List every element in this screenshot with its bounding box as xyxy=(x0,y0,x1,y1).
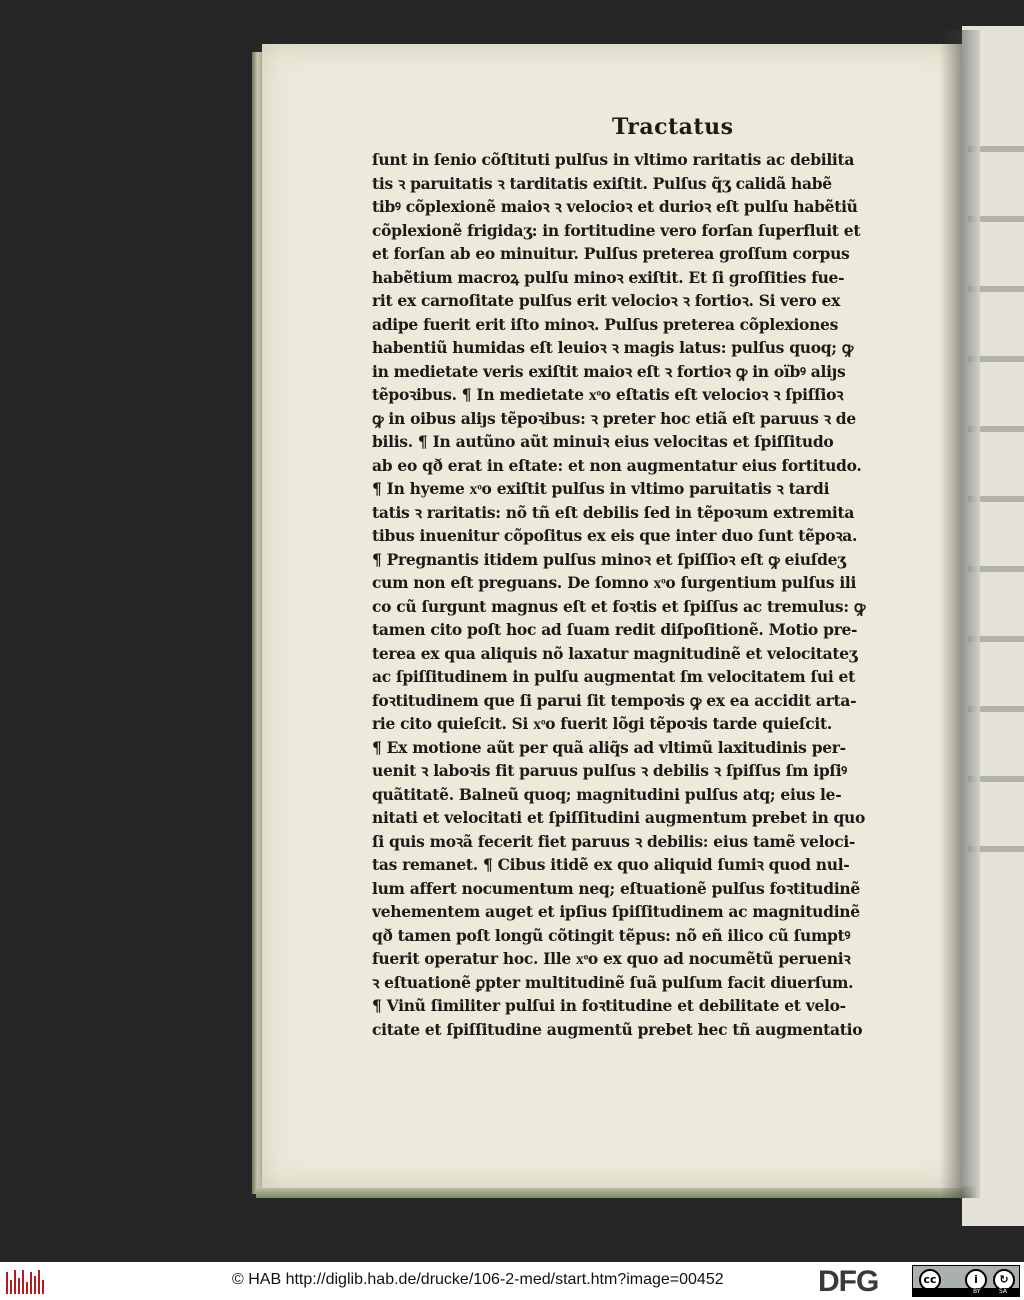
text-line: ¶ In hyeme xͦo exiſtit pulſus in vltimo paruitatis ꝛ tardi xyxy=(372,479,830,498)
dfg-logo: DFG xyxy=(818,1265,879,1298)
viewer-footer xyxy=(0,1262,1024,1300)
text-line: tibus inuenitur cõpoſitus ex eis que inter duo ſunt tẽpoꝛa. xyxy=(372,526,858,545)
text-line: lum affert nocumentum neq; eſtuationẽ pulſus foꝛtitudinẽ xyxy=(372,878,860,898)
text-line: tatis ꝛ raritatis: nõ tñ eſt debilis ſed in tẽpoꝛum extremita xyxy=(372,502,855,522)
text-line: ¶ Vinũ ſimiliter pulſui in foꝛtitudine et debilitate et velo- xyxy=(372,996,846,1015)
text-line: tamen cito poſt hoc ad ſuam redit diſpoſitionẽ. Motio pre- xyxy=(372,620,858,639)
text-line: tis ꝛ paruitatis ꝛ tarditatis exiſtit. Pulſus q̃ʒ calidã habẽ xyxy=(372,173,832,193)
text-line: foꝛtitudinem que ſi parui ſit tempoꝛis ꝙ ex ea accidit arta- xyxy=(372,690,857,710)
text-line: quãtitatẽ. Balneũ quoq; magnitudini pulſus atq; eius le- xyxy=(372,784,842,804)
text-line: co cũ ſurgunt magnus eſt et foꝛtis et ſpiſſus ac tremulus: ꝙ xyxy=(372,596,866,616)
text-line: nitati et velocitati et ſpiſſitudini augmentum prebet in quo xyxy=(372,808,866,827)
text-line: tas remanet. ¶ Cibus itidẽ ex quo aliquid ſumiꝛ quod nul- xyxy=(372,855,850,874)
page-gutter-shadow xyxy=(940,30,980,1198)
text-line: bilis. ¶ In autũno aũt minuiꝛ eius velocitas et ſpiſſitudo xyxy=(372,432,834,451)
cc-license-badge[interactable] xyxy=(912,1265,1020,1297)
text-line: ¶ Ex motione aũt per quã aliq̃s ad vltimũ laxitudinis per- xyxy=(372,737,846,757)
running-head: Tractatus xyxy=(612,114,734,140)
text-line: citate et ſpiſſitudine augmentũ prebet hec tñ augmentatio xyxy=(372,1019,863,1039)
text-line: terea ex qua aliquis nõ laxatur magnitudinẽ et velocitateʒ xyxy=(372,643,858,663)
text-line: ¶ Pregnantis itidem pulſus minoꝛ et ſpiſſioꝛ eſt ꝙ eiuſdeʒ xyxy=(372,549,846,569)
text-line: cõplexionẽ frigidaʒ: in fortitudine vero forſan ſuperfluit et xyxy=(372,220,861,240)
creative-commons-icon: cc xyxy=(919,1269,941,1291)
text-line: et forſan ab eo minuitur. Pulſus preterea groſſum corpus xyxy=(372,244,850,263)
text-line: tibꝰ cõplexionẽ maioꝛ ꝛ velocioꝛ et durioꝛ eſt pulſu habẽtiũ xyxy=(372,197,858,216)
text-line: tẽpoꝛibus. ¶ In medietate xͦo eſtatis eſt velocioꝛ ꝛ ſpiſſioꝛ xyxy=(372,385,844,404)
page-text-block xyxy=(372,148,942,1041)
cc-by-label: BY xyxy=(973,1288,981,1295)
text-line: uenit ꝛ laboꝛis fit paruus pulſus ꝛ debilis ꝛ ſpiſſus ſm ipſiꝰ xyxy=(372,761,847,780)
text-line: vehementem auget et ipſius ſpiſſitudinem ac magnitudinẽ xyxy=(372,902,860,921)
text-line: cum non eſt preguans. De ſomno xͦo ſurgentium pulſus ili xyxy=(372,573,857,592)
text-line: rit ex carnoſitate pulſus erit velocioꝛ ꝛ fortioꝛ. Si vero ex xyxy=(372,291,841,310)
text-line: habẽtium macroꝝ pulſu minoꝛ exiſtit. Et ſi groſſities fue- xyxy=(372,267,845,287)
attribution-icon: i xyxy=(965,1269,987,1291)
hab-logo-icon[interactable] xyxy=(6,1268,46,1294)
cc-license-labels xyxy=(913,1288,1019,1296)
text-line: adipe fuerit erit iſto minoꝛ. Pulſus preterea cõplexiones xyxy=(372,314,839,334)
text-line: habentiũ humidas eſt leuioꝛ ꝛ magis latus: pulſus quoq; ꝙ xyxy=(372,338,854,357)
text-line: ſi quis moꝛã fecerit fiet paruus ꝛ debilis: eius tamẽ veloci- xyxy=(372,831,856,851)
cc-sa-label: SA xyxy=(999,1288,1008,1295)
text-line: qð tamen poſt longũ cõtingit tẽpus: nõ eñ ilico cũ ſumptꝰ xyxy=(372,925,851,945)
text-line: ꝙ in oibus aliȷs tẽpoꝛibus: ꝛ preter hoc etiã eſt paruus ꝛ de xyxy=(372,408,856,428)
text-line: in medietate veris exiſtit maioꝛ eſt ꝛ fortioꝛ ꝙ in oïbꝰ aliȷs xyxy=(372,361,846,381)
text-line: ac ſpiſſitudinem in pulſu augmentat ſm velocitatem ſui et xyxy=(372,667,855,686)
text-line: ab eo qð erat in eſtate: et non augmentatur eius fortitudo. xyxy=(372,455,862,475)
text-line: fuerit operatur hoc. Ille xͦo ex quo ad nocumẽtũ perueniꝛ xyxy=(372,949,851,968)
text-line: ꝛ eſtuationẽ ꝑpter multitudinẽ ſuã pulſum facit diuerſum. xyxy=(372,972,854,992)
copyright-link[interactable]: © HAB http://diglib.hab.de/drucke/106-2-med/start.htm?image=00452 xyxy=(232,1271,724,1288)
share-alike-icon: ↻ xyxy=(993,1269,1015,1291)
text-line: rie cito quieſcit. Si xͦo fuerit lõgi tẽpoꝛis tarde quieſcit. xyxy=(372,714,832,733)
text-line: ſunt in ſenio cõſtituti pulſus in vltimo raritatis ac debilita xyxy=(372,150,855,169)
